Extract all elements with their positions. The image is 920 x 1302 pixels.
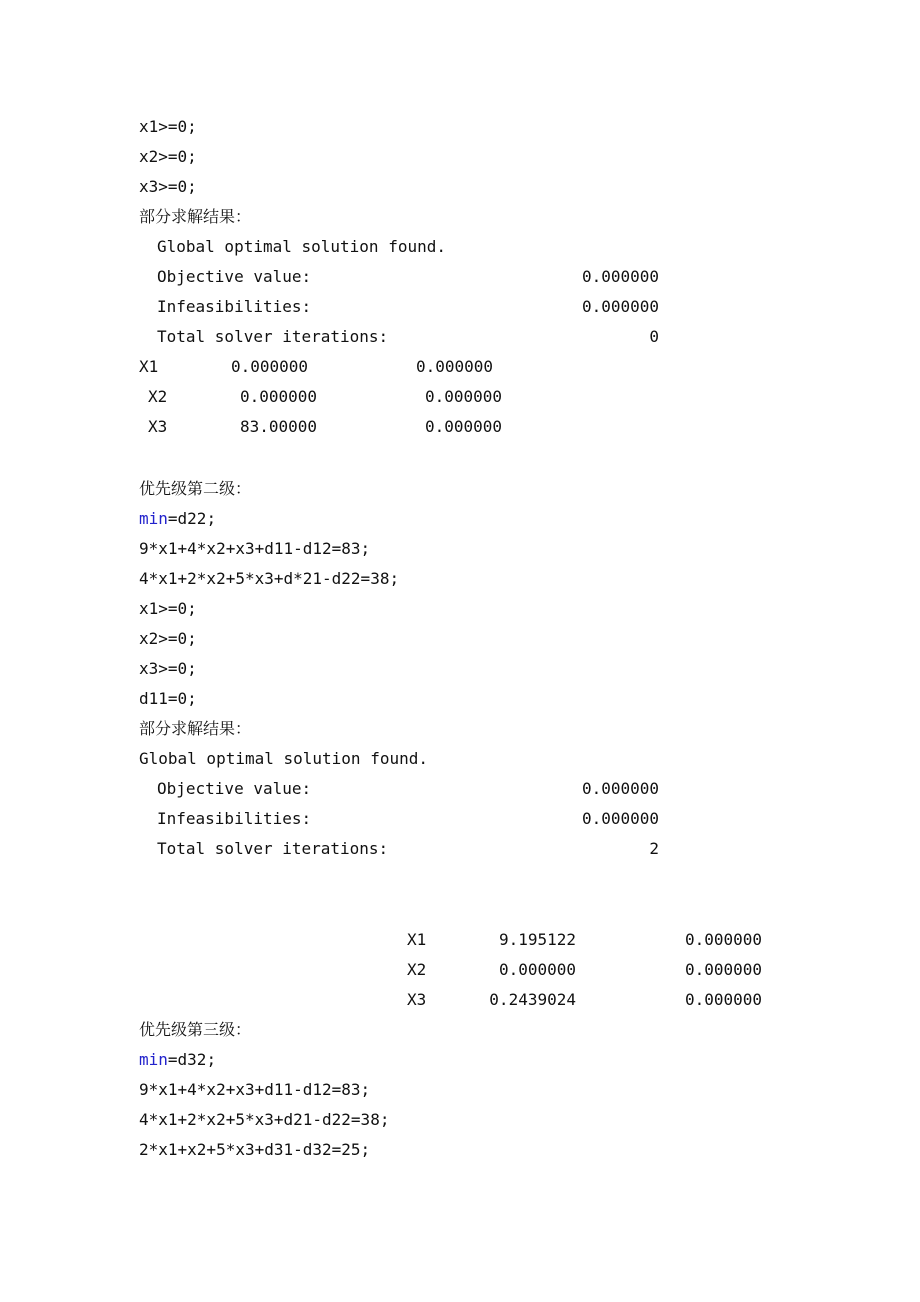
stat-label: Total solver iterations: [157, 839, 389, 858]
stat-value: 0.000000 [581, 779, 659, 798]
variable-row [407, 925, 762, 955]
solver-status: Global optimal solution found. [139, 749, 428, 768]
constraint-line: 4*x1+2*x2+5*x3+d21-d22=38; [139, 1110, 390, 1129]
variable-value: 0.000000 [240, 387, 318, 406]
variable-name: X2 [148, 387, 168, 406]
constraint-line: 9*x1+4*x2+x3+d11-d12=83; [139, 1080, 371, 1099]
variable-value: 0.000000 [231, 357, 309, 376]
variable-value: 0.000000 [498, 960, 576, 979]
variable-reduced-cost: 0.000000 [684, 930, 762, 949]
variable-value: 0.2439024 [489, 990, 576, 1009]
result-heading: 部分求解结果： [139, 207, 252, 226]
stat-value: 0 [649, 327, 659, 346]
min-keyword: min [139, 1050, 168, 1069]
constraint-line: 2*x1+x2+5*x3+d31-d32=25; [139, 1140, 371, 1159]
stat-label: Objective value: [157, 267, 312, 286]
stat-row [139, 262, 659, 292]
stat-value: 0.000000 [581, 267, 659, 286]
variable-value: 9.195122 [498, 930, 576, 949]
stat-row [139, 292, 659, 322]
min-keyword: min [139, 509, 168, 528]
stat-label: Total solver iterations: [157, 327, 389, 346]
variable-reduced-cost: 0.000000 [416, 357, 494, 376]
constraint-line: x3>=0; [139, 177, 197, 196]
stat-label: Infeasibilities: [157, 809, 312, 828]
stat-value: 0.000000 [581, 297, 659, 316]
stat-value: 0.000000 [581, 809, 659, 828]
stat-value: 2 [649, 839, 659, 858]
result-heading: 部分求解结果： [139, 719, 252, 738]
variable-row [407, 985, 762, 1015]
constraint-line: x3>=0; [139, 659, 197, 678]
variable-reduced-cost: 0.000000 [425, 417, 503, 436]
stat-label: Infeasibilities: [157, 297, 312, 316]
variable-reduced-cost: 0.000000 [425, 387, 503, 406]
section-heading: 优先级第二级： [139, 479, 252, 498]
constraint-line: x1>=0; [139, 117, 197, 136]
variable-name: X3 [148, 417, 168, 436]
objective-expression: =d32; [167, 1050, 217, 1069]
stat-row [139, 804, 659, 834]
stat-row [139, 774, 659, 804]
objective-expression: =d22; [167, 509, 217, 528]
constraint-line: d11=0; [139, 689, 197, 708]
constraint-line: x2>=0; [139, 629, 197, 648]
constraint-line: 4*x1+2*x2+5*x3+d*21-d22=38; [139, 569, 400, 588]
variable-name: X1 [139, 357, 159, 376]
objective-line [139, 1045, 216, 1075]
stat-row [139, 322, 659, 352]
section-heading: 优先级第三级： [139, 1020, 252, 1039]
solver-status: Global optimal solution found. [157, 237, 446, 256]
constraint-line: x1>=0; [139, 599, 197, 618]
variable-reduced-cost: 0.000000 [684, 960, 762, 979]
variable-row [407, 955, 762, 985]
variable-name: X2 [407, 960, 427, 979]
variable-value: 83.00000 [240, 417, 318, 436]
constraint-line: x2>=0; [139, 147, 197, 166]
stat-row [139, 834, 659, 864]
constraint-line: 9*x1+4*x2+x3+d11-d12=83; [139, 539, 371, 558]
stat-label: Objective value: [157, 779, 312, 798]
variable-name: X1 [407, 930, 427, 949]
objective-line [139, 504, 216, 534]
variable-reduced-cost: 0.000000 [684, 990, 762, 1009]
variable-name: X3 [407, 990, 427, 1009]
